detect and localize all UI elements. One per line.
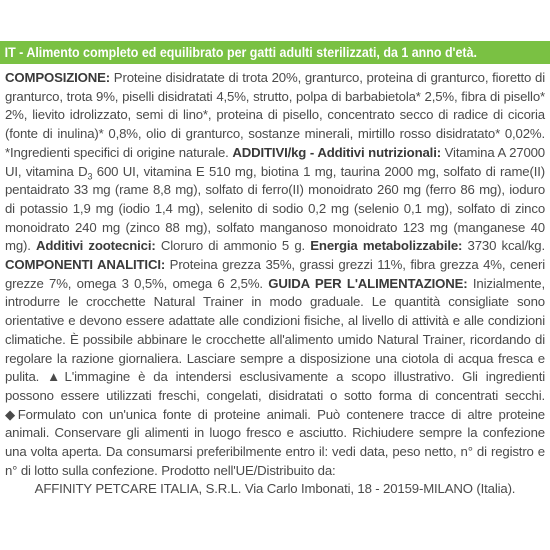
- product-header: [0, 41, 550, 64]
- energia-text: 3730 kcal/kg.: [462, 238, 546, 254]
- guida-text: Inizialmente, introdurre le crocchette Natural Trainer in modo graduale. Le quantità consigliate sono orientative e devono essere adattate alle condizioni fisiche, al livello di attività e alle condizioni climatiche. È possibile abbinare le crocchette all'alimento umido Natural Trainer, ricordando di regolare la razione giornaliera. Lasciare sempre a disposizione una ciotola di acqua fresca e pulita. ▲L'immagine è da intendersi esclusivamente a scopo illustrativo. Gli ingredienti possono essere utilizzati freschi, congelati, disidratati o sotto forma di concentrati secchi. ◆Formulato con un'unica fonte di proteine animali. Può contenere tracce di altre proteine animali. Conservare gli alimenti in luogo fresco e asciutto. Richiudere sempre la confezione una volta aperta. Da consumarsi preferibilmente entro il: vedi data, peso netto, n° di registro e n° di lotto sulla confezione. Prodotto nell'UE/Distribuito da:: [5, 275, 545, 478]
- header-text: IT - Alimento completo ed equilibrato per gatti adulti sterilizzati, da 1 anno d'età.: [4, 45, 477, 60]
- label-body: [5, 69, 545, 499]
- vitamin-d-subscript: 3: [87, 171, 93, 182]
- guida-label: GUIDA PER L'ALIMENTAZIONE:: [268, 275, 468, 291]
- energia-label: Energia metabolizzabile:: [310, 238, 463, 254]
- distributor-address: AFFINITY PETCARE ITALIA, S.R.L. Via Carlo Imbonati, 18 - 20159-MILANO (Italia).: [34, 481, 516, 497]
- zootecnici-text: Cloruro di ammonio 5 g.: [155, 238, 311, 254]
- additivi-label: ADDITIVI/kg - Additivi nutrizionali:: [232, 144, 441, 160]
- additivi-text-1: Vitamina A 27000 UI, vitamina D: [5, 144, 545, 179]
- composizione-label: COMPOSIZIONE:: [5, 70, 111, 85]
- composizione-text: Proteine disidratate di trota 20%, granturco, proteina di granturco, fioretto di granturco, trota 9%, piselli disidratati 4,5%, strutto, polpa di barbabietola* 2,5%, fibra di pisello* 2%, lievito idrolizzato, semi di lino*, proteina di pisello, concentrato secco di radice di cicoria (fonte di inulina)* 0,8%, olio di granturco, sostanze minerali, mirtillo rosso disidratato* 0,02%. *Ingredienti specifici di origine naturale.: [5, 70, 545, 160]
- additivi-text-2: 600 UI, vitamina E 510 mg, biotina 1 mg, taurina 2000 mg, solfato di rame(II) pentaidrato 33 mg (rame 8,8 mg), solfato di ferro(II) monoidrato 260 mg (ferro 86 mg), ioduro di potassio 1,9 mg (iodio 1,4 mg), selenito di sodio 0,2 mg (selenio 0,1 mg), solfato di zinco monoidrato 240 mg (zinco 88 mg), solfato manganoso monoidrato 123 mg (manganese 40 mg).: [5, 163, 545, 254]
- zootecnici-label: Additivi zootecnici:: [36, 238, 156, 254]
- componenti-label: COMPONENTI ANALITICI:: [5, 257, 166, 273]
- componenti-text: Proteina grezza 35%, grassi grezzi 11%, fibra grezza 4%, ceneri grezze 7%, omega 3 0,5%, omega 6 2,5%.: [5, 257, 545, 291]
